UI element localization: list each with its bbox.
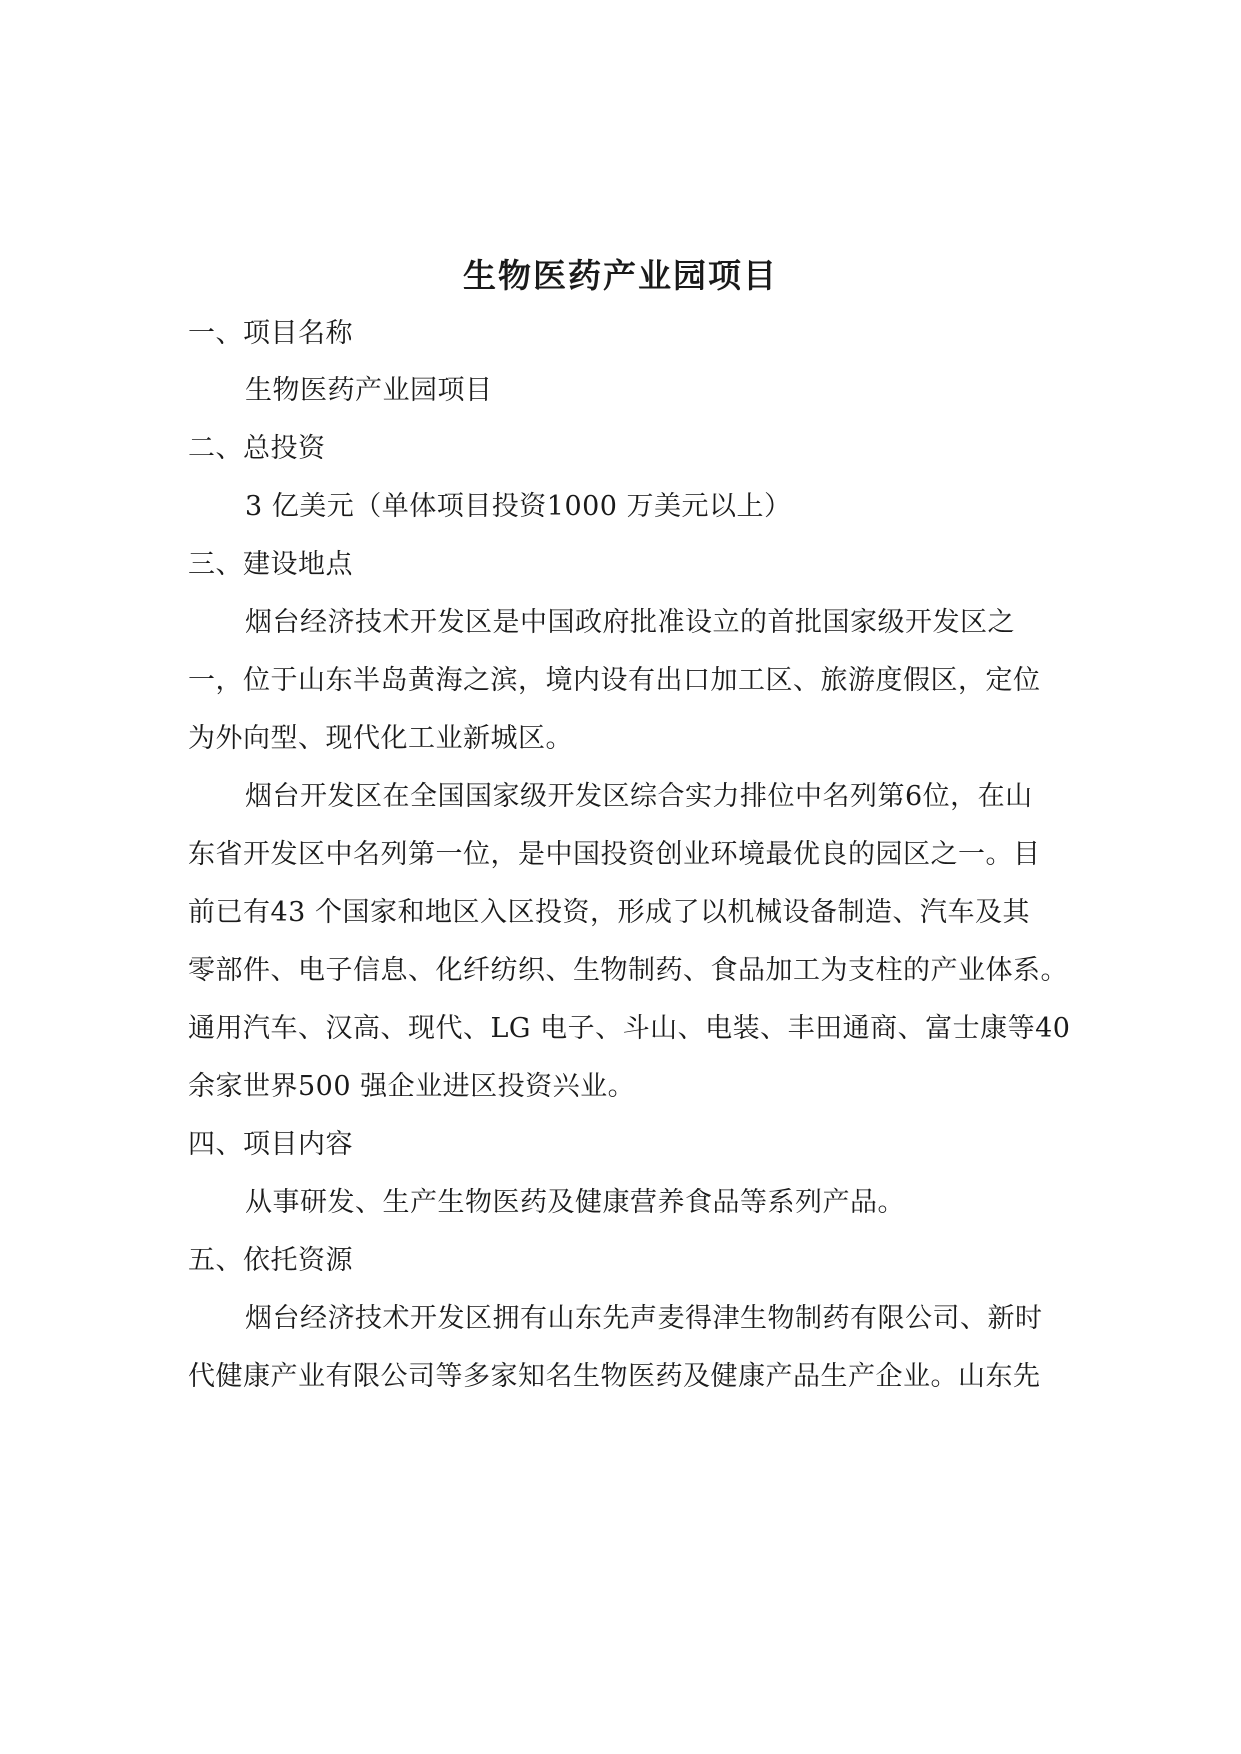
- paragraph-line: 为外向型、现代化工业新城区。: [188, 723, 573, 754]
- paragraph-line: 烟台经济技术开发区是中国政府批准设立的首批国家级开发区之: [245, 607, 1015, 638]
- section-heading-total-investment: 二、总投资: [188, 433, 326, 464]
- paragraph-line: 一，位于山东半岛黄海之滨，境内设有出口加工区、旅游度假区，定位: [188, 665, 1041, 696]
- paragraph-line: 余家世界500 强企业进区投资兴业。: [188, 1071, 636, 1102]
- paragraph-line: 烟台开发区在全国国家级开发区综合实力排位中名列第6位，在山: [245, 781, 1033, 812]
- paragraph-line: 代健康产业有限公司等多家知名生物医药及健康产品生产企业。山东先: [188, 1361, 1041, 1392]
- section-heading-location: 三、建设地点: [188, 549, 353, 580]
- section-heading-project-name: 一、项目名称: [188, 318, 353, 349]
- paragraph-line: 通用汽车、汉高、现代、LG 电子、斗山、电装、丰田通商、富士康等40: [188, 1013, 1071, 1044]
- paragraph-line: 烟台经济技术开发区拥有山东先声麦得津生物制药有限公司、新时: [245, 1303, 1043, 1334]
- section-heading-resources: 五、依托资源: [188, 1245, 353, 1276]
- paragraph-line: 从事研发、生产生物医药及健康营养食品等系列产品。: [245, 1187, 905, 1218]
- document-title: 生物医药产业园项目: [463, 256, 778, 295]
- paragraph-line: 前已有43 个国家和地区入区投资，形成了以机械设备制造、汽车及其: [188, 897, 1030, 928]
- section-heading-project-content: 四、项目内容: [188, 1129, 353, 1160]
- paragraph-line: 零部件、电子信息、化纤纺织、生物制药、食品加工为支柱的产业体系。: [188, 955, 1068, 986]
- paragraph-line: 生物医药产业园项目: [245, 375, 493, 406]
- paragraph-line: 东省开发区中名列第一位，是中国投资创业环境最优良的园区之一。目: [188, 839, 1041, 870]
- paragraph-line: 3 亿美元（单体项目投资1000 万美元以上）: [245, 491, 792, 522]
